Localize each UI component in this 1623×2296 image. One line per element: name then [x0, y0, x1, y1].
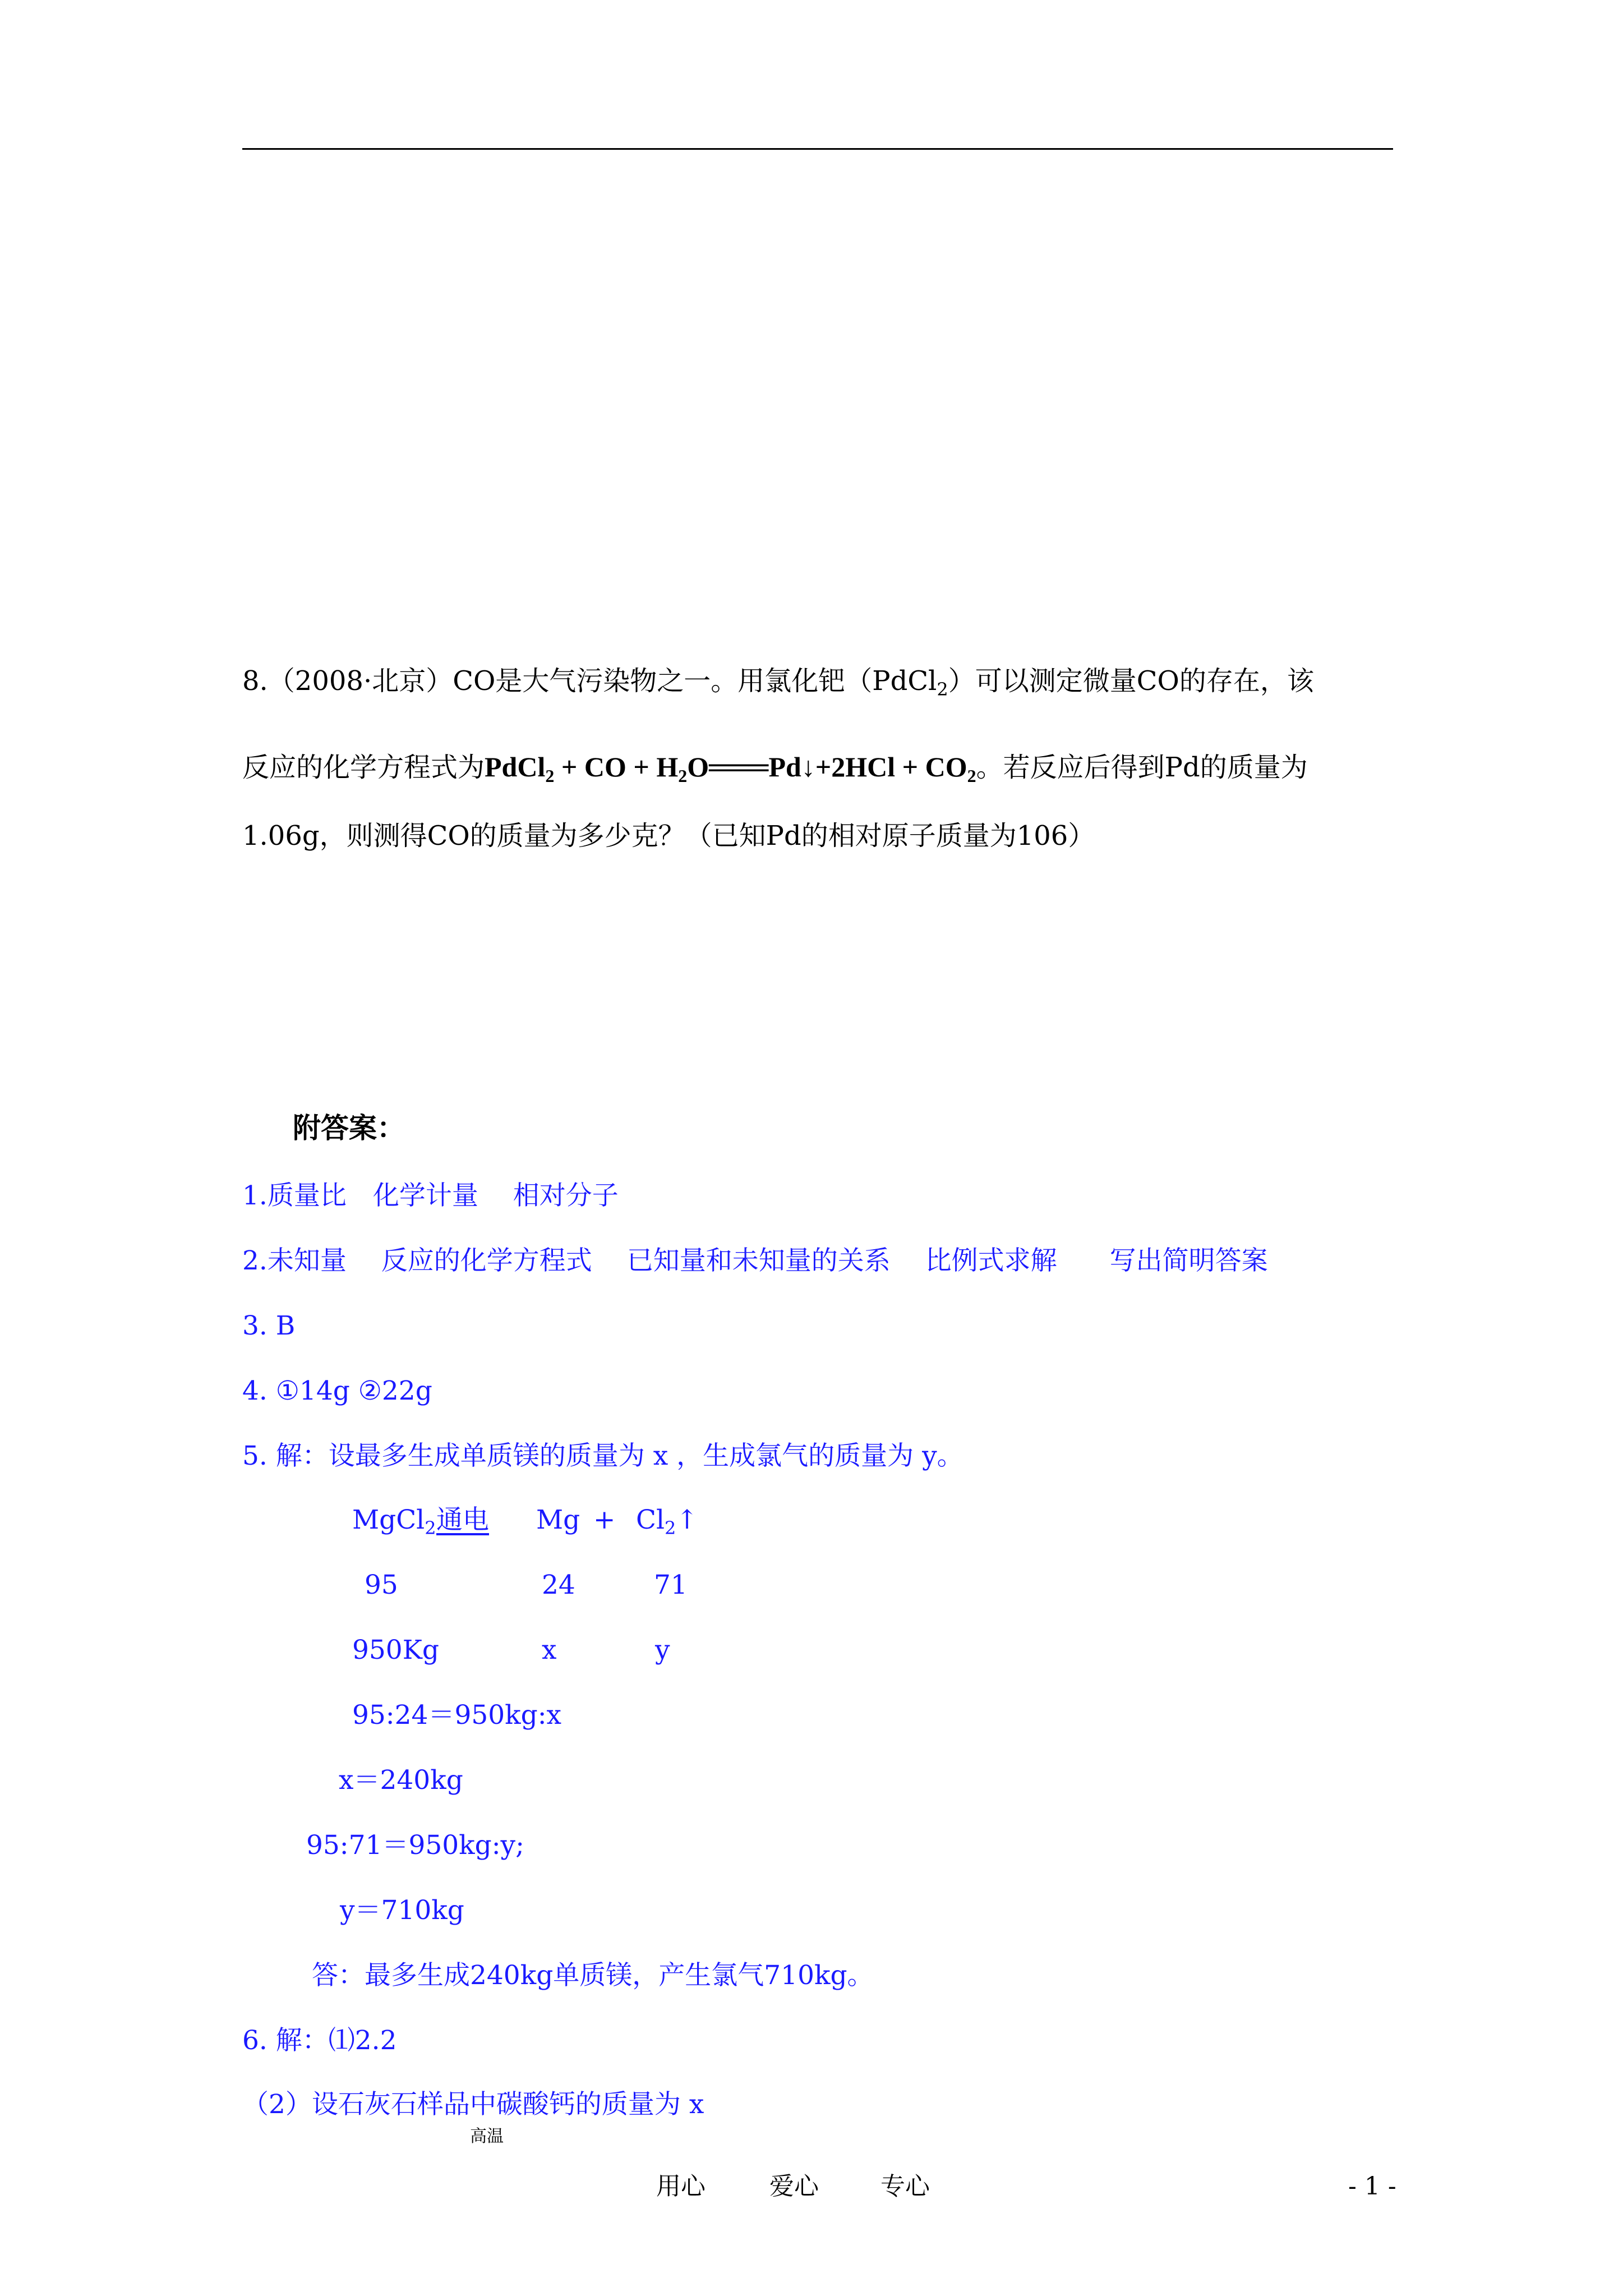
answer-5-result-y: y＝710kg — [340, 1895, 464, 1926]
answer-5-ratio-1: 95:24＝950kg:x — [352, 1700, 562, 1731]
answer-5-conclusion: 答：最多生成240kg单质镁，产生氯气710kg。 — [312, 1960, 874, 1991]
answer-5-result-x: x＝240kg — [339, 1765, 463, 1796]
stray-label: 高温 — [470, 2127, 504, 2146]
answer-5-condition: 通电 — [436, 1504, 489, 1535]
footer-word-1: 用心 — [656, 2172, 706, 2201]
answer-3: 3. B — [242, 1310, 296, 1341]
answer-4: 4. ①14g ②22g — [242, 1375, 432, 1406]
answer-2: 2.未知量 反应的化学方程式 已知量和未知量的关系 比例式求解 写出简明答案 — [242, 1245, 1268, 1276]
footer-word-2: 爱心 — [769, 2172, 819, 2201]
question-8-line-3: 1.06g，则测得CO的质量为多少克？（已知Pd的相对原子质量为106） — [242, 820, 1095, 852]
answer-5-value-mgcl2: 950Kg — [352, 1635, 439, 1665]
page-number: - 1 - — [1348, 2172, 1396, 2201]
question-8-line-1: 8.（2008·北京）CO是大气污染物之一。用氯化钯（PdCl$_2$）可以测定微量CO的存在，该 — [242, 665, 1314, 700]
question-8-line-2: 反应的化学方程式为PdCl$_2$ + CO + $H_2O═══Pd↓+2HCl + CO_2$。若反应后得到Pd的质量为 — [242, 751, 1308, 786]
answer-6-step-2: （2）设石灰石样品中碳酸钙的质量为 x — [242, 2089, 704, 2120]
answer-5-mass-cl2: 71 — [654, 1570, 688, 1600]
answers-title: 附答案： — [293, 1111, 405, 1144]
answer-5-mass-mgcl2: 95 — [365, 1570, 398, 1600]
answer-5-plus: + — [593, 1504, 616, 1535]
header-rule — [242, 148, 1393, 150]
answer-5-product-cl2: $Cl_2↑$ — [636, 1504, 698, 1539]
footer-word-3: 专心 — [880, 2172, 930, 2201]
answer-5-intro: 5. 解：设最多生成单质镁的质量为 x ，生成氯气的质量为 y。 — [242, 1441, 963, 1471]
up-arrow-icon: ↑ — [676, 1504, 698, 1535]
answer-5-mass-mg: 24 — [542, 1570, 575, 1600]
answer-5-value-x: x — [542, 1635, 557, 1665]
chemical-equation: PdCl$_2$ + CO + $H_2O═══Pd↓+2HCl + CO_2$ — [485, 751, 976, 786]
answer-5-product-mg: Mg — [536, 1504, 580, 1535]
answer-5-ratio-2: 95:71＝950kg:y; — [306, 1830, 524, 1861]
answer-6-intro: 6. 解：⑴2.2 — [242, 2025, 397, 2056]
answer-1: 1.质量比 化学计量 相对分子 — [242, 1180, 619, 1211]
answer-5-value-y: y — [655, 1635, 670, 1665]
answer-5-reactant: MgCl$_2$ — [352, 1504, 436, 1539]
